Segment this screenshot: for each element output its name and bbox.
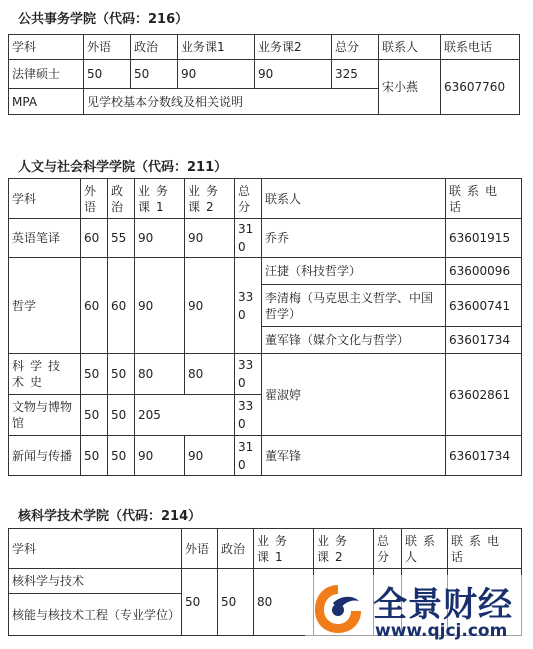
section-title-public-affairs: 公共事务学院（代码：216） xyxy=(18,12,189,27)
cell-phone: 63607760 xyxy=(441,60,520,115)
cell-course1: 90 xyxy=(135,219,185,258)
cell-politics: 50 xyxy=(108,395,135,436)
cell-politics: 50 xyxy=(131,60,178,89)
cell-phone: 63602861 xyxy=(446,354,522,436)
cell-phone: 63601734 xyxy=(446,436,522,476)
section-title-nuclear: 核科学技术学院（代码：214） xyxy=(18,509,202,524)
header-course2: 业务课2 xyxy=(185,179,235,219)
cell-total: 310 xyxy=(235,436,262,476)
header-total: 总分 xyxy=(332,35,379,60)
header-politics: 政治 xyxy=(108,179,135,219)
cell-course1: 90 xyxy=(135,436,185,476)
cell-politics: 55 xyxy=(108,219,135,258)
header-subject: 学科 xyxy=(9,35,84,60)
cell-phone: 63601734 xyxy=(446,327,522,354)
cell-contact: 宋小燕 xyxy=(379,60,441,115)
header-subject: 学科 xyxy=(9,529,182,569)
cell-foreign-lang: 50 xyxy=(81,354,108,395)
cell-total: 330 xyxy=(235,258,262,354)
watermark-url: www.qjcj.com xyxy=(375,621,508,641)
cell-foreign-lang: 50 xyxy=(81,395,108,436)
cell-foreign-lang: 50 xyxy=(84,60,131,89)
cell-subject: 科学技术史 xyxy=(9,354,81,395)
cell-total: 330 xyxy=(235,395,262,436)
cell-course2: 90 xyxy=(185,258,235,354)
cell-foreign-lang: 50 xyxy=(182,569,218,636)
cell-course2: 90 xyxy=(255,60,332,89)
cell-course1: 80 xyxy=(254,569,314,636)
cell-course2: 90 xyxy=(185,436,235,476)
cell-contact: 翟淑婷 xyxy=(262,354,446,436)
cell-total: 330 xyxy=(235,354,262,395)
header-foreign-lang: 外语 xyxy=(81,179,108,219)
cell-subject: 法律硕士 xyxy=(9,60,84,89)
cell-phone: 63601915 xyxy=(446,219,522,258)
cell-course1: 90 xyxy=(135,258,185,354)
cell-subject: 新闻与传播 xyxy=(9,436,81,476)
header-course2: 业务课2 xyxy=(255,35,332,60)
cell-politics: 50 xyxy=(218,569,254,636)
section-title-humanities: 人文与社会科学学院（代码：211） xyxy=(18,160,228,175)
cell-subject: 核科学与技术 xyxy=(9,569,182,594)
cell-contact: 乔乔 xyxy=(262,219,446,258)
header-course1: 业务课1 xyxy=(135,179,185,219)
cell-subject: 文物与博物馆 xyxy=(9,395,81,436)
cell-course1: 90 xyxy=(178,60,255,89)
cell-subject: 核能与核技术工程（专业学位） xyxy=(9,594,182,636)
cell-course2: 90 xyxy=(185,219,235,258)
cell-foreign-lang: 60 xyxy=(81,258,108,354)
header-course1: 业务课1 xyxy=(178,35,255,60)
cell-subject: 哲学 xyxy=(9,258,81,354)
header-politics: 政治 xyxy=(131,35,178,60)
cell-politics: 50 xyxy=(108,436,135,476)
header-course2: 业务课2 xyxy=(314,529,374,569)
humanities-table xyxy=(8,178,522,476)
cell-phone: 63600741 xyxy=(446,285,522,327)
cell-politics: 50 xyxy=(108,354,135,395)
cell-politics: 60 xyxy=(108,258,135,354)
watermark xyxy=(305,575,530,645)
header-total: 总分 xyxy=(374,529,402,569)
cell-contact: 董军锋（媒介文化与哲学） xyxy=(262,327,446,354)
cell-foreign-lang: 60 xyxy=(81,219,108,258)
cell-course2: 80 xyxy=(185,354,235,395)
cell-courses-combined: 205 xyxy=(135,395,235,436)
header-contact: 联系人 xyxy=(262,179,446,219)
cell-total: 310 xyxy=(235,219,262,258)
header-phone: 联系电话 xyxy=(441,35,520,60)
header-contact: 联系人 xyxy=(402,529,448,569)
cell-total: 325 xyxy=(332,60,379,89)
header-phone: 联系电话 xyxy=(448,529,522,569)
header-foreign-lang: 外语 xyxy=(84,35,131,60)
cell-contact: 李清梅（马克思主义哲学、中国哲学） xyxy=(262,285,446,327)
cell-subject: 英语笔译 xyxy=(9,219,81,258)
header-foreign-lang: 外语 xyxy=(182,529,218,569)
header-total: 总分 xyxy=(235,179,262,219)
header-course1: 业务课1 xyxy=(254,529,314,569)
brand-logo-icon xyxy=(311,581,365,637)
cell-foreign-lang: 50 xyxy=(81,436,108,476)
cell-contact: 汪捷（科技哲学） xyxy=(262,258,446,285)
public-affairs-table xyxy=(8,34,520,115)
watermark-brand: 全景财经 xyxy=(373,585,513,625)
header-politics: 政治 xyxy=(218,529,254,569)
cell-mpa-note: 见学校基本分数线及相关说明 xyxy=(84,89,379,115)
cell-phone: 63600096 xyxy=(446,258,522,285)
cell-contact: 董军锋 xyxy=(262,436,446,476)
header-contact: 联系人 xyxy=(379,35,441,60)
cell-course1: 80 xyxy=(135,354,185,395)
cell-subject-mpa: MPA xyxy=(9,89,84,115)
header-phone: 联系电话 xyxy=(446,179,522,219)
header-subject: 学科 xyxy=(9,179,81,219)
